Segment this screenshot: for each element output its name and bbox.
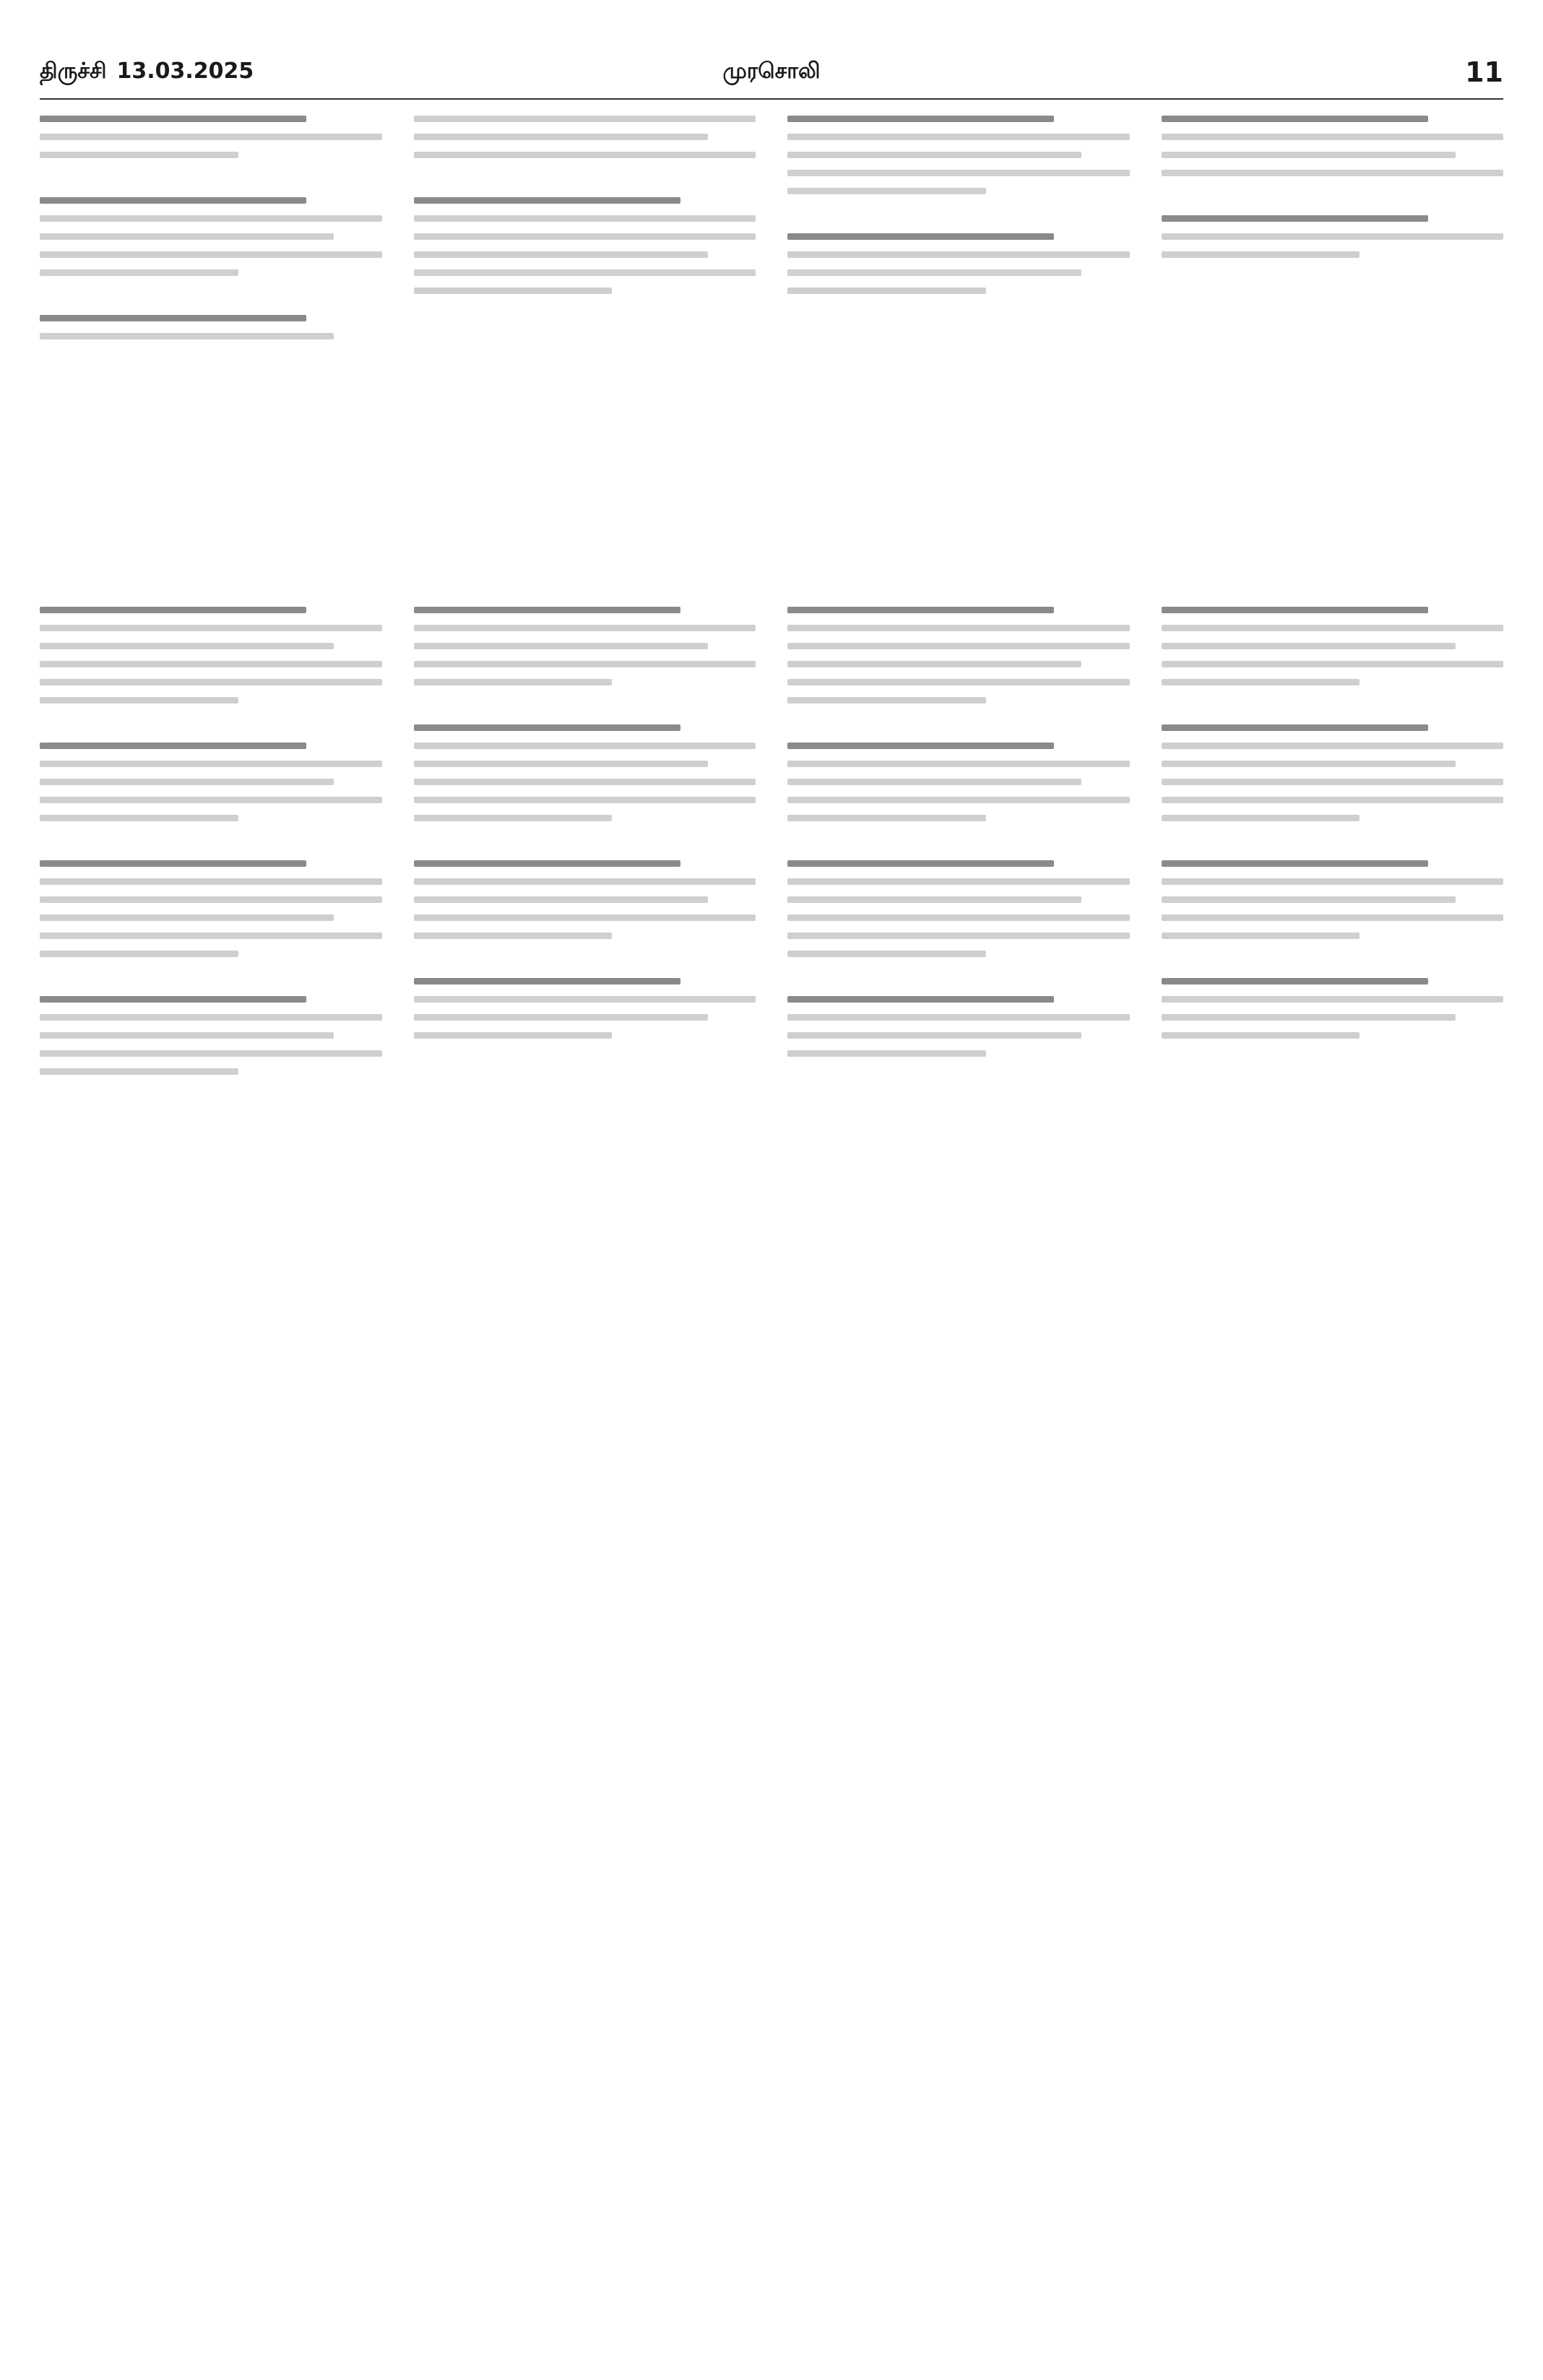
edition-date: 13.03.2025 xyxy=(116,58,254,84)
list-item xyxy=(1162,724,1504,821)
list-item xyxy=(414,978,756,1039)
list-item xyxy=(414,724,756,821)
list-item xyxy=(787,116,1130,194)
column xyxy=(787,116,1130,448)
list-item xyxy=(1162,116,1504,176)
column xyxy=(414,116,756,448)
edition-info xyxy=(40,59,254,87)
list-item xyxy=(414,197,756,294)
list-item xyxy=(40,607,382,704)
column xyxy=(1162,116,1504,448)
list-item xyxy=(40,116,382,158)
page-number: 11 xyxy=(1465,56,1503,88)
column xyxy=(787,607,1130,2347)
top-listing-band xyxy=(40,116,1503,448)
list-item xyxy=(40,996,382,1075)
list-item xyxy=(787,607,1130,704)
header-rule xyxy=(40,98,1503,100)
list-item xyxy=(414,860,756,939)
newspaper-name: முரசொலி xyxy=(722,58,821,84)
list-item xyxy=(40,197,382,276)
page-header xyxy=(40,49,1503,95)
list-item xyxy=(1162,607,1504,685)
list-item xyxy=(40,743,382,821)
column xyxy=(1162,607,1504,2347)
list-item xyxy=(1162,978,1504,1039)
list-item xyxy=(40,315,382,339)
column xyxy=(40,607,382,2347)
list-item xyxy=(787,860,1130,957)
list-item xyxy=(787,233,1130,294)
list-item xyxy=(1162,215,1504,258)
list-item xyxy=(40,860,382,957)
list-item xyxy=(414,116,756,158)
list-item xyxy=(414,607,756,685)
edition-city: திருச்சி xyxy=(40,58,107,84)
list-item xyxy=(787,996,1130,1057)
list-item xyxy=(1162,860,1504,939)
bottom-listing-band xyxy=(40,607,1503,2347)
column xyxy=(40,116,382,448)
list-item xyxy=(787,743,1130,821)
column xyxy=(414,607,756,2347)
